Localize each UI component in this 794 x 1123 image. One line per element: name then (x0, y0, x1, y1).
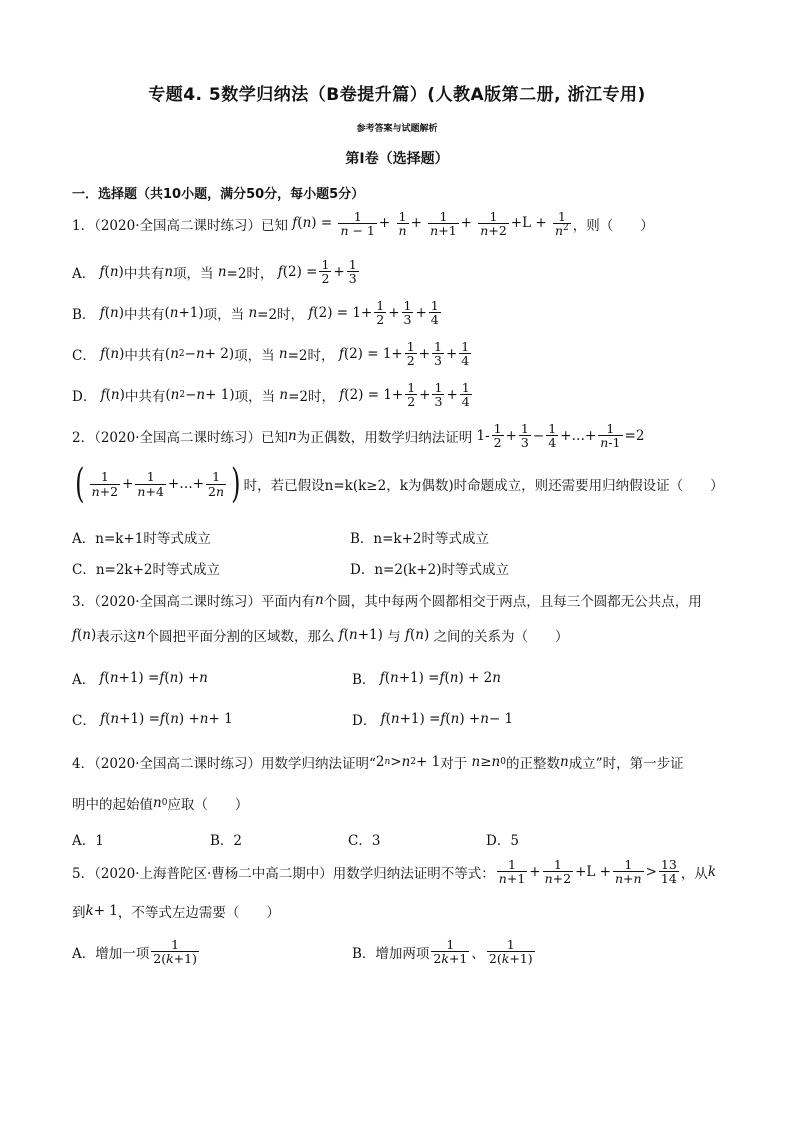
question-5-stem-line1: 5．（2020·上海普陀区·曹杨二中高二期中）用数学归纳法证明不等式： $\frac{1}{n+1}$ + $\frac{1}{n+2}$ +L + $\frac{1}{n+n}$ > $\frac{13}{14}$ ，从 k (72, 857, 716, 887)
question-3-option-d[interactable]: D． f ( n +1) = f ( n ) + n − 1 (352, 711, 514, 729)
question-3-stem-line2: f ( n ) 表示这 n 个圆把平面分割的区域数，那么 f ( n +1) 与 f ( n ) 之间的关系为（ ） (72, 627, 569, 645)
question-2-stem-line1: 2．（2020·全国高二课时练习）已知 n 为正偶数，用数学归纳法证明 1- $\frac{1}{2}$ + $\frac{1}{3}$ − $\frac{1}{4}$ +…+ $\frac{1}{n-1}$ =2 (72, 421, 645, 451)
question-1-option-d[interactable]: D． f ( n ) 中共有 ( n 2 − n + 1) 项，当 n =2时， f (2) = 1+ $\frac{1}{2}$ + $\frac{1}{3}$ + $\frac{1}{4}$ (72, 380, 470, 410)
question-5-option-b[interactable]: B．增加两项 $\frac{1}{2k+1}$ 、 $\frac{1}{2(k+1)}$ (352, 937, 533, 967)
question-5-option-a[interactable]: A．增加一项 $\frac{1}{2(k+1)}$ (72, 937, 197, 967)
question-2-option-a[interactable]: A．n=k+1时等式成立 (72, 531, 211, 547)
question-2-option-b[interactable]: B．n=k+2时等式成立 (350, 531, 490, 547)
question-4-stem-line2: 明中的起始值 n 0 应取（ ） (72, 795, 249, 813)
question-3-option-a[interactable]: A． f ( n +1) = f ( n ) + n (72, 670, 208, 688)
question-4-stem-line1: 4．（2020·全国高二课时练习）用数学归纳法证明“ 2 n > n 2 + 1 对于 n ≥ n 0 的正整数 n 成立”时，第一步证 (72, 754, 684, 772)
question-3-option-c[interactable]: C． f ( n +1) = f ( n ) + n + 1 (72, 711, 233, 729)
question-1-option-b[interactable]: B． f ( n ) 中共有 ( n +1) 项，当 n =2时， f (2) = 1+ $\frac{1}{2}$ + $\frac{1}{3}$ + $\frac{1}{4}$ (72, 298, 439, 328)
question-4-option-a[interactable]: A．1 (72, 833, 104, 849)
question-2-option-d[interactable]: D．n=2(k+2)时等式成立 (350, 562, 510, 578)
section-heading: 一．选择题（共10小题，满分50分，每小题5分） (72, 187, 365, 202)
volume-heading: 第Ⅰ卷（选择题） (345, 151, 449, 167)
question-1-stem: 1．（2020·全国高二课时练习）已知 f(n) = $\frac{1}{n - 1}$ + $\frac{1}{n}$ + $\frac{1}{n+1}$ + $\frac{1}{n+2}$ +L + $\frac{1}{n^2}$ ，则（ ） (72, 209, 654, 239)
formula: f(n) = $\frac{1}{n - 1}$ + $\frac{1}{n}$ + $\frac{1}{n+1}$ + $\frac{1}{n+2}$ +L + $\frac{1}{n^2}$ (292, 209, 569, 239)
page-title: 专题4. 5数学归纳法（B卷提升篇）(人教A版第二册, 浙江专用) (148, 85, 646, 105)
question-4-option-b[interactable]: B．2 (210, 833, 243, 849)
question-3-stem-line1: 3．（2020·全国高二课时练习）平面内有 n 个圆，其中每两个圆都相交于两点，且每三个圆都无公共点，用 (72, 592, 702, 610)
question-4-option-c[interactable]: C．3 (348, 833, 381, 849)
question-1-option-c[interactable]: C． f ( n ) 中共有 ( n 2 − n + 2) 项，当 n =2时， f (2) = 1+ $\frac{1}{2}$ + $\frac{1}{3}$ + $\frac{1}{4}$ (72, 339, 470, 369)
question-1-option-a[interactable]: A． f ( n ) 中共有 n 项，当 n =2时， f (2) = $\frac{1}{2}$ + $\frac{1}{3}$ (72, 257, 357, 287)
question-2-option-c[interactable]: C．n=2k+2时等式成立 (72, 562, 221, 578)
question-2-stem-line2: ( $\frac{1}{n+2}$ + $\frac{1}{n+4}$ +…+ $\frac{1}{2n}$ ) 时，若已假设 n=k(k≥2，k为偶数)时命题成立，则还需要用归纳假设证（ ） (75, 461, 724, 507)
question-4-option-d[interactable]: D．5 (486, 833, 519, 849)
question-3-option-b[interactable]: B． f ( n +1) = f ( n ) + 2 n (352, 670, 501, 688)
page-subtitle: 参考答案与试题解析 (356, 124, 438, 134)
question-5-stem-line2: 到 k + 1 ，不等式左边需要（ ） (72, 903, 280, 921)
